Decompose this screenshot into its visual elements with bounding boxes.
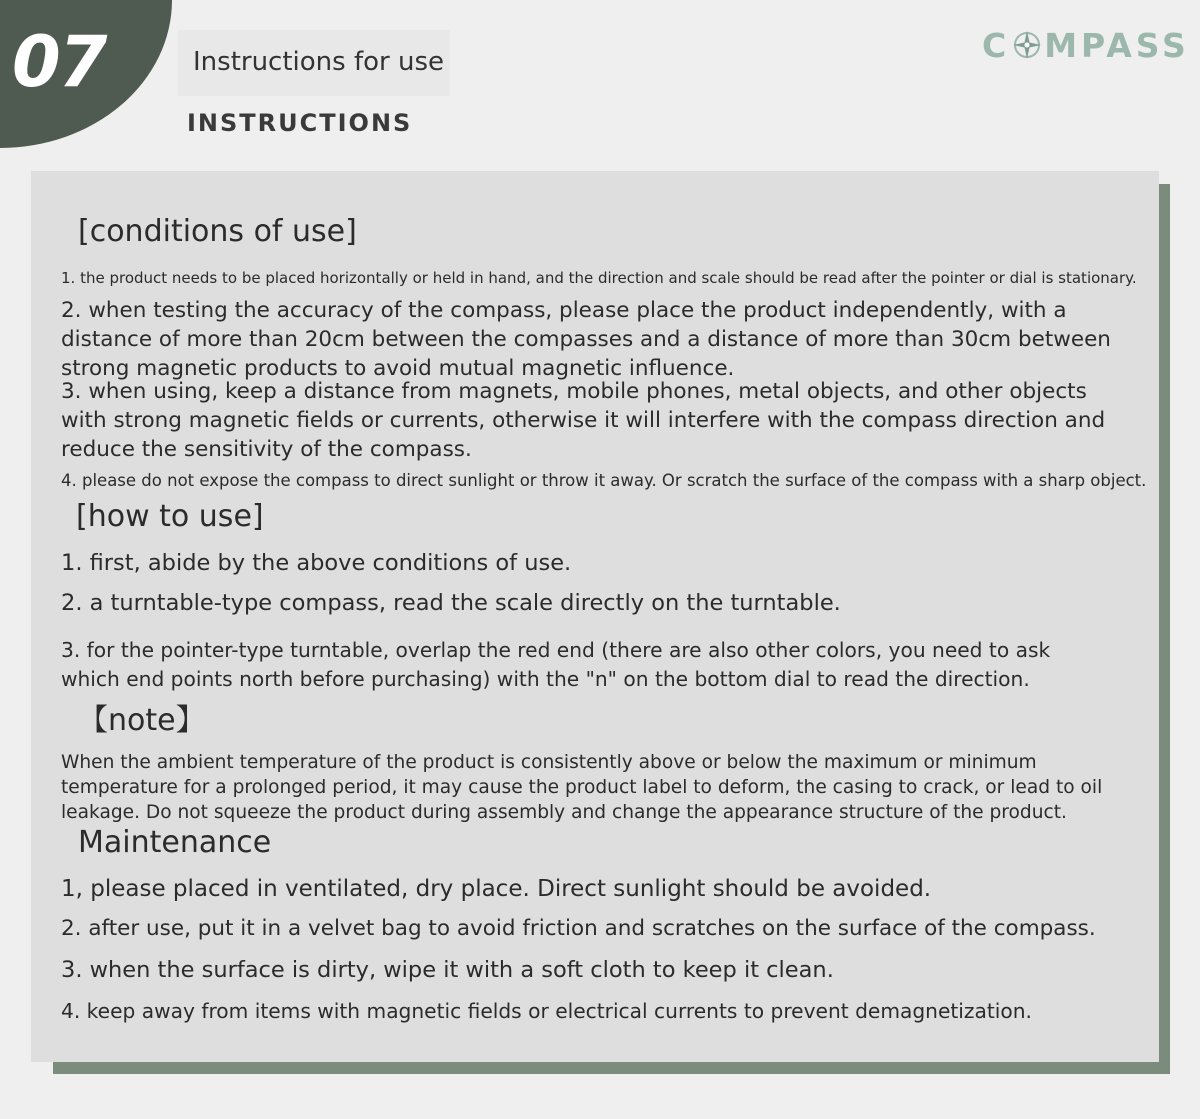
how-to-use-heading: [how to use] xyxy=(76,499,264,534)
section-number: 07 xyxy=(12,21,106,103)
conditions-heading: [conditions of use] xyxy=(78,214,357,249)
maintenance-item-2: 2. after use, put it in a velvet bag to avoid friction and scratches on the surface of the compass. xyxy=(61,916,1096,941)
maintenance-heading: Maintenance xyxy=(78,825,272,860)
compass-rose-icon xyxy=(1012,30,1042,60)
conditions-item-4: 4. please do not expose the compass to direct sunlight or throw it away. Or scratch the surface of the compass with a sharp object. xyxy=(61,471,1147,490)
maintenance-item-4: 4. keep away from items with magnetic fields or electrical currents to prevent demagnetization. xyxy=(61,999,1032,1023)
how-to-use-item-2: 2. a turntable-type compass, read the scale directly on the turntable. xyxy=(61,590,841,616)
section-number-badge xyxy=(0,0,172,148)
logo-text-left: C xyxy=(982,25,1011,65)
logo-text-right: MPASS xyxy=(1044,25,1190,65)
maintenance-item-3: 3. when the surface is dirty, wipe it with a soft cloth to keep it clean. xyxy=(61,957,834,983)
how-to-use-item-1: 1. first, abide by the above conditions of use. xyxy=(61,550,572,576)
conditions-item-3: 3. when using, keep a distance from magnets, mobile phones, metal objects, and other objects with strong magnetic fields or currents, otherwise it will interfere with the compass direction and reduce the sensitivity of the compass. xyxy=(61,379,1106,462)
conditions-item-1: 1. the product needs to be placed horizontally or held in hand, and the direction and scale should be read after the pointer or dial is stationary. xyxy=(61,269,1137,287)
note-heading: 【note】 xyxy=(78,703,206,738)
page-subtitle: INSTRUCTIONS xyxy=(187,109,413,137)
conditions-item-2: 2. when testing the accuracy of the compass, please place the product independently, with a distance of more than 20cm between the compasses and a distance of more than 30cm between strong magnetic products to avoid mutual magnetic influence. xyxy=(61,298,1111,381)
note-text: When the ambient temperature of the product is consistently above or below the maximum or minimum temperature for a prolonged period, it may cause the product label to deform, the casing to crack, or lead to oil leakage. Do not squeeze the product during assembly and change the appearance structure of the product. xyxy=(61,752,1103,823)
maintenance-item-1: 1, please placed in ventilated, dry place. Direct sunlight should be avoided. xyxy=(61,876,932,902)
brand-logo xyxy=(982,24,1190,66)
how-to-use-item-3: 3. for the pointer-type turntable, overlap the red end (there are also other colors, you need to ask which end points north before purchasing) with the "n" on the bottom dial to read the direction. xyxy=(61,638,1051,691)
page-title: Instructions for use xyxy=(193,47,444,77)
